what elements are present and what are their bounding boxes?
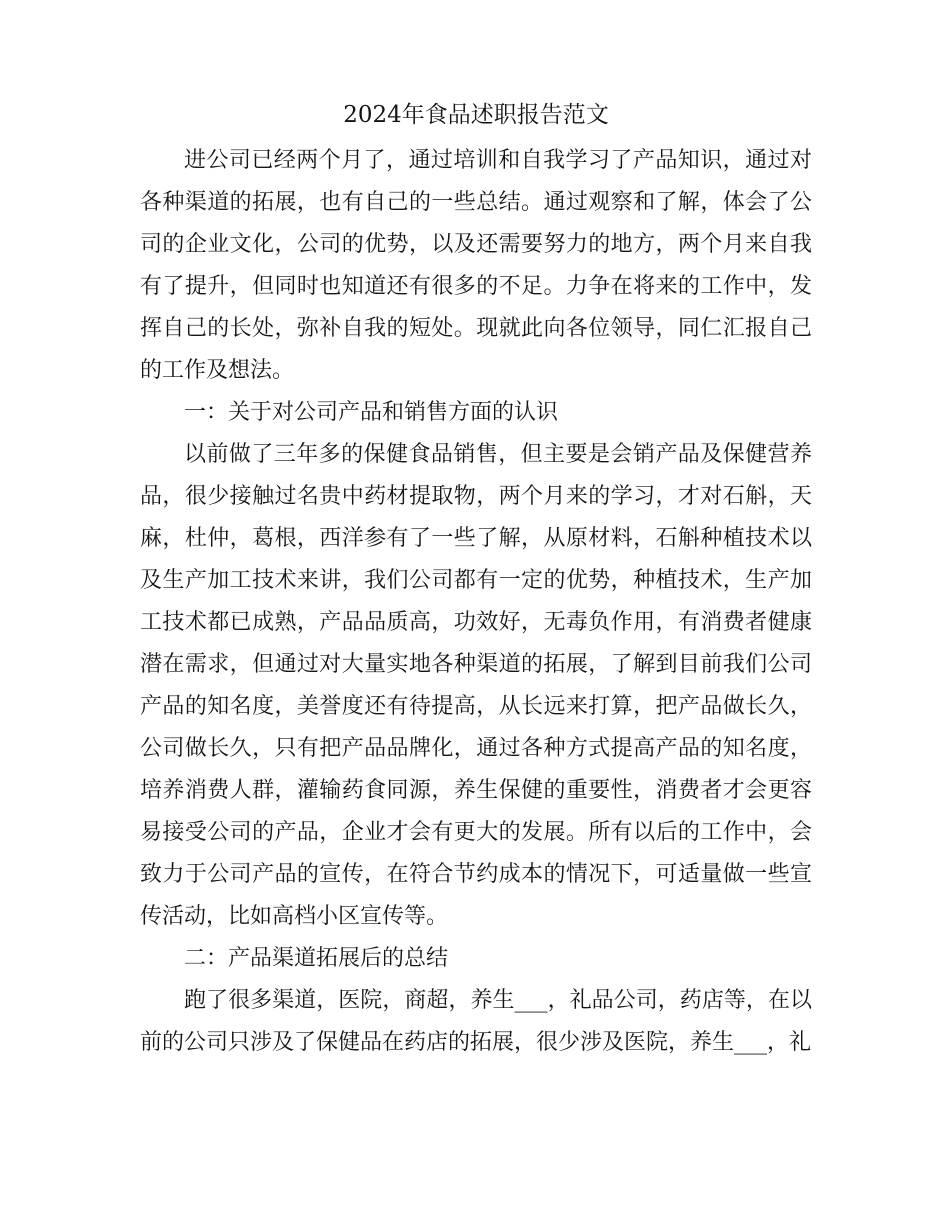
- section-2-paragraph: 跑了很多渠道，医院，商超，养生___，礼品公司，药店等，在以前的公司只涉及了保健品在药店的拓展，很少涉及医院，养生___，礼: [140, 988, 812, 1055]
- section-1-paragraph: 以前做了三年多的保健食品销售，但主要是会销产品及保健营养品，很少接触过名贵中药材提取物，两个月来的学习，才对石斛，天麻，杜仲，葛根，西洋参有了一些了解，从原材料，石斛种植技术以及生产加工技术来讲，我们公司都有一定的优势，种植技术，生产加工技术都已成熟，产品品质高，功效好，无毒负作用，有消费者健康潜在需求，但通过对大量实地各种渠道的拓展，了解到目前我们公司产品的知名度，美誉度还有待提高，从长远来打算，把产品做长久，公司做长久，只有把产品品牌化，通过各种方式提高产品的知名度，培养消费人群，灌输药食同源，养生保健的重要性，消费者才会更容易接受公司的产品，企业才会有更大的发展。所有以后的工作中，会致力于公司产品的宣传，在符合节约成本的情况下，可适量做一些宣传活动，比如高档小区宣传等。: [140, 442, 812, 929]
- intro-paragraph: 进公司已经两个月了，通过培训和自我学习了产品知识，通过对各种渠道的拓展，也有自己的一些总结。通过观察和了解，体会了公司的企业文化，公司的优势，以及还需要努力的地方，两个月来自我有了提升，但同时也知道还有很多的不足。力争在将来的工作中，发挥自己的长处，弥补自我的短处。现就此向各位领导，同仁汇报自己的工作及想法。: [140, 148, 812, 383]
- section-2-heading: 二：产品渠道拓展后的总结: [184, 946, 449, 971]
- document-title: 2024年食品述职报告范文: [343, 102, 609, 128]
- section-1-heading: 一：关于对公司产品和销售方面的认识: [184, 400, 559, 425]
- document-page: [140, 100, 812, 1064]
